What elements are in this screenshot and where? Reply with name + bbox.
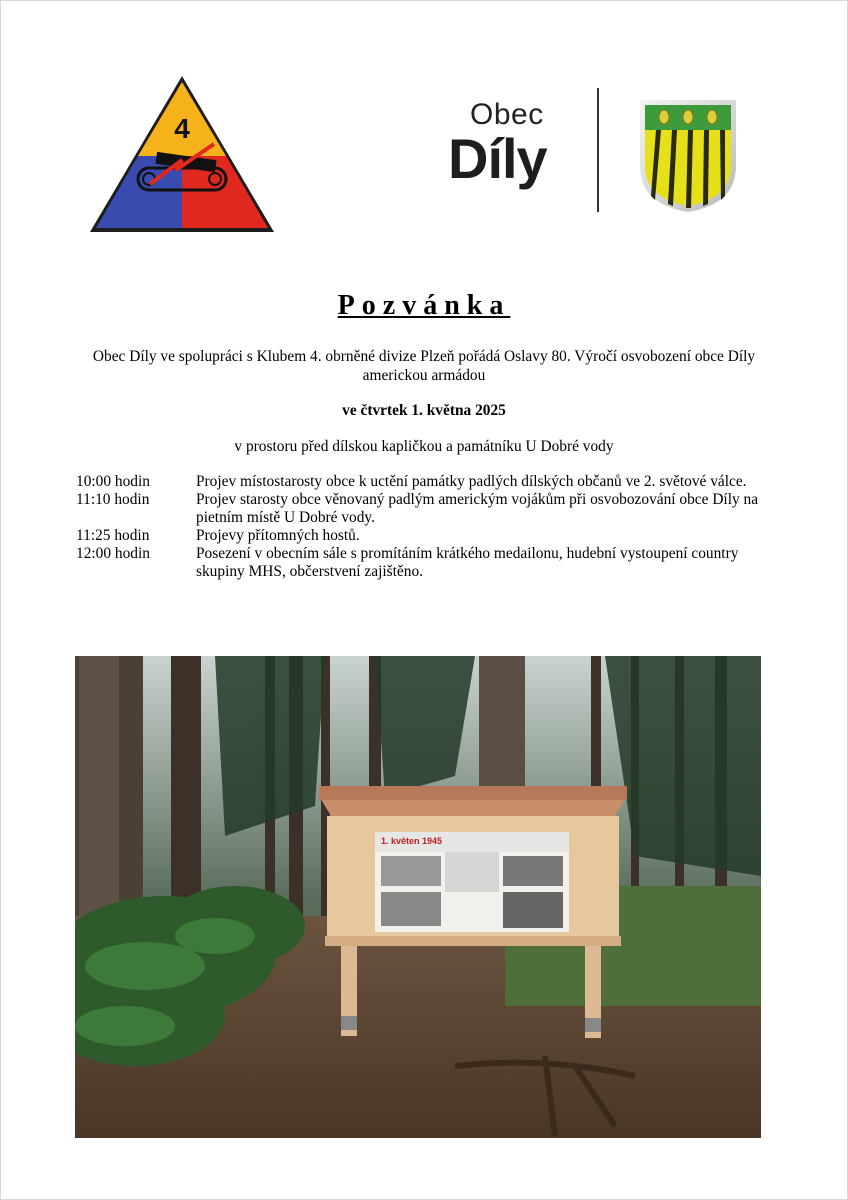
program-time: 10:00 hodin [76, 473, 150, 490]
program-description: Projevy přítomných hostů. [196, 527, 360, 544]
obec-label: Obec [470, 98, 544, 131]
program-time: 12:00 hodin [76, 545, 150, 562]
program-row [76, 473, 786, 491]
header-divider [597, 88, 599, 212]
armored-division-logo [86, 72, 278, 236]
intro-paragraph: Obec Díly ve spolupráci s Klubem 4. obrněné divize Plzeň pořádá Oslavy 80. Výročí osvobození obce Díly americkou armádou [92, 348, 756, 384]
coat-of-arms-icon [636, 96, 740, 214]
division-number: 4 [174, 113, 190, 144]
program-description: Posezení v obecním sále s promítáním krátkého medailonu, hudební vystoupení country skupiny MHS, občerstvení zajištěno. [196, 545, 739, 580]
program-row [76, 527, 786, 545]
program-row [76, 491, 786, 527]
board-heading: 1. květen 1945 [381, 836, 443, 846]
program-time: 11:10 hodin [76, 491, 150, 508]
municipality-name: Díly [448, 127, 547, 190]
event-date: ve čtvrtek 1. května 2025 [342, 402, 506, 419]
program-row [76, 545, 786, 581]
page-title: Pozvánka [337, 290, 511, 321]
program-schedule [76, 473, 786, 581]
memorial-photo [75, 656, 761, 1138]
program-description: Projev místostarosty obce k uctění památky padlých dílských občanů ve 2. světové válce. [196, 473, 747, 490]
program-description: Projev starosty obce věnovaný padlým americkým vojákům při osvobozování obce Díly na pietním místě U Dobré vody. [196, 491, 759, 526]
program-time: 11:25 hodin [76, 527, 150, 544]
event-place: v prostoru před dílskou kapličkou a památníku U Dobré vody [234, 438, 614, 455]
